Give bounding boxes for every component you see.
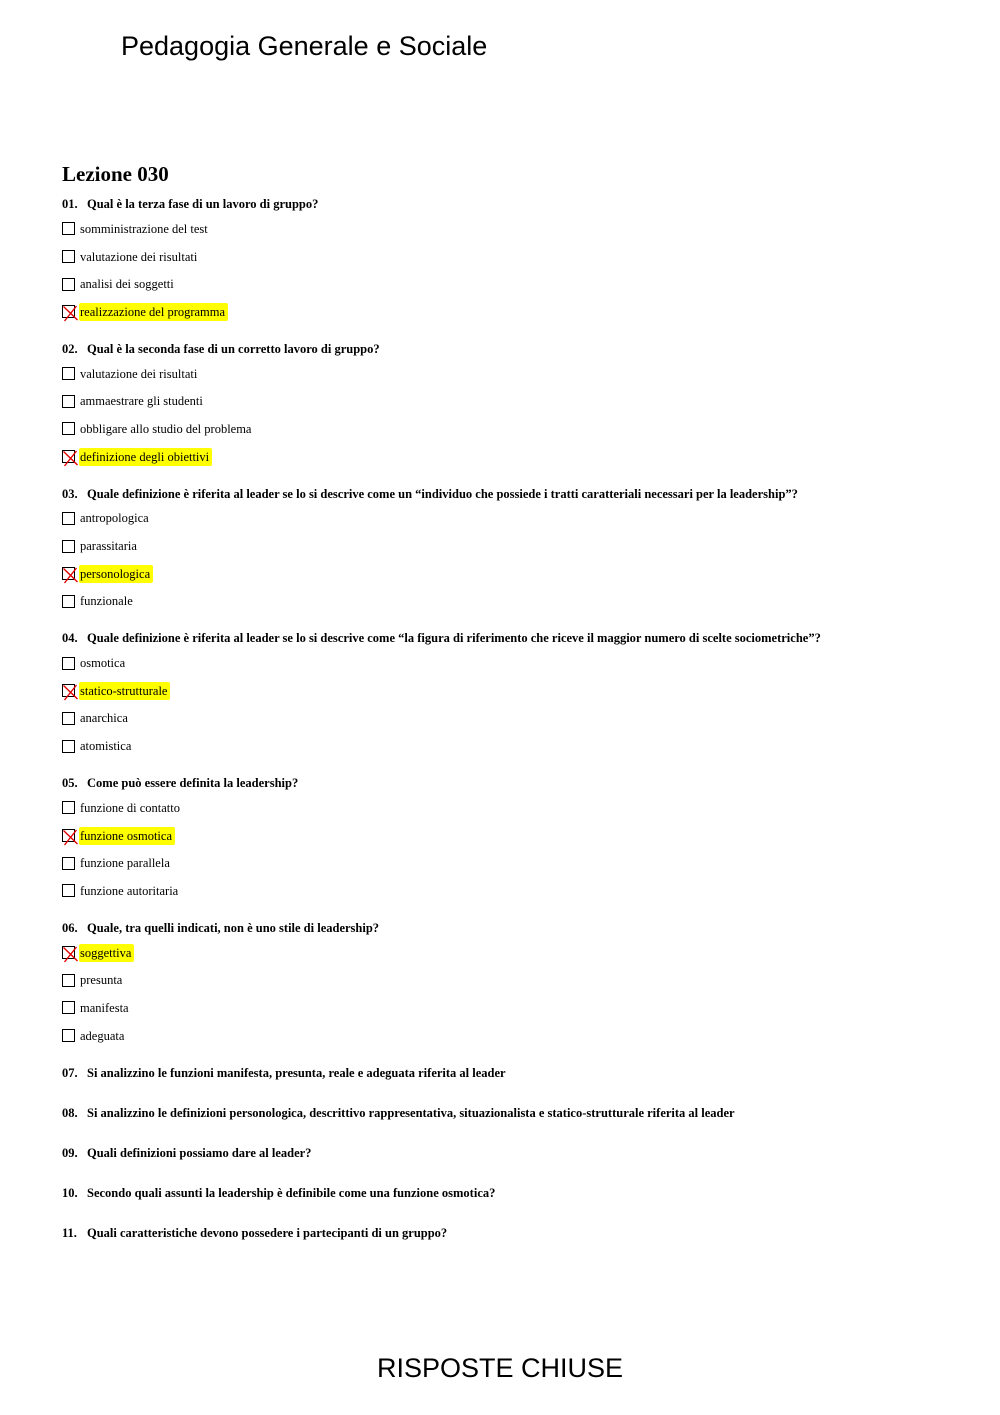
checkbox-icon[interactable] xyxy=(62,740,75,753)
option-label: soggettiva xyxy=(79,944,134,962)
question-text xyxy=(62,628,962,649)
option-label: presunta xyxy=(80,973,123,988)
question-body: Quali definizioni possiamo dare al leader? xyxy=(87,1145,312,1160)
option-label: antropologica xyxy=(80,511,149,526)
answer-option[interactable] xyxy=(62,560,962,588)
option-label: osmotica xyxy=(80,656,126,671)
answer-option[interactable] xyxy=(62,939,962,967)
question-number: 07. xyxy=(62,1065,78,1080)
question-number: 11. xyxy=(62,1225,77,1240)
option-label: realizzazione del programma xyxy=(79,303,228,321)
answer-option[interactable] xyxy=(62,822,962,850)
checkbox-icon[interactable] xyxy=(62,712,75,725)
question-list xyxy=(62,194,962,1263)
answer-option[interactable] xyxy=(62,994,962,1022)
question-body: Quale, tra quelli indicati, non è uno stile di leadership? xyxy=(87,920,380,935)
option-label: funzione autoritaria xyxy=(80,883,179,898)
answer-option[interactable] xyxy=(62,505,962,533)
answer-option[interactable] xyxy=(62,298,962,326)
answer-option[interactable] xyxy=(62,705,962,733)
question-block xyxy=(62,194,962,326)
option-list xyxy=(62,939,962,1050)
multiple-choice-questions xyxy=(62,194,962,1050)
checkbox-icon[interactable] xyxy=(62,395,75,408)
option-label: ammaestrare gli studenti xyxy=(80,394,203,409)
answer-option[interactable] xyxy=(62,443,962,471)
question-number: 01. xyxy=(62,197,78,211)
answer-option[interactable] xyxy=(62,588,962,616)
checked-box-icon[interactable] xyxy=(62,450,75,463)
question-block xyxy=(62,484,962,616)
checkbox-icon[interactable] xyxy=(62,422,75,435)
question-number: 05. xyxy=(62,776,78,790)
answer-option[interactable] xyxy=(62,270,962,298)
question-number: 06. xyxy=(62,920,78,935)
option-label: funzionale xyxy=(80,594,133,609)
open-questions xyxy=(62,1063,962,1244)
checkbox-icon[interactable] xyxy=(62,657,75,670)
question-number: 02. xyxy=(62,341,78,356)
question-text xyxy=(62,918,962,939)
page-title: Pedagogia Generale e Sociale xyxy=(121,31,488,61)
checked-box-icon[interactable] xyxy=(62,684,75,697)
question-body: Si analizzino le definizioni personologica, descrittivo rappresentativa, situazionalista e statico-strutturale riferita al leader xyxy=(87,1105,735,1120)
checkbox-icon[interactable] xyxy=(62,857,75,870)
option-list xyxy=(62,505,962,616)
option-list xyxy=(62,215,962,326)
question-text xyxy=(62,194,962,215)
question-body: Qual è la terza fase di un lavoro di gruppo? xyxy=(87,197,319,211)
answer-option[interactable] xyxy=(62,215,962,243)
option-list xyxy=(62,794,962,905)
footer-title: RISPOSTE CHIUSE xyxy=(376,1353,624,1383)
answer-option[interactable] xyxy=(62,849,962,877)
question-number: 03. xyxy=(62,486,78,501)
question-text xyxy=(62,1063,962,1084)
answer-option[interactable] xyxy=(62,1022,962,1050)
question-block xyxy=(62,339,962,471)
option-list xyxy=(62,649,962,760)
question-text xyxy=(62,1183,962,1204)
question-number: 10. xyxy=(62,1185,78,1200)
checkbox-icon[interactable] xyxy=(62,801,75,814)
option-label: valutazione dei risultati xyxy=(80,249,198,264)
question-number: 09. xyxy=(62,1145,78,1160)
question-body: Quali caratteristiche devono possedere i partecipanti di un gruppo? xyxy=(87,1225,448,1240)
question-number: 04. xyxy=(62,631,78,646)
checkbox-icon[interactable] xyxy=(62,540,75,553)
question-text xyxy=(62,773,962,794)
checkbox-icon[interactable] xyxy=(62,278,75,291)
checkbox-icon[interactable] xyxy=(62,367,75,380)
question-block xyxy=(62,628,962,760)
checkbox-icon[interactable] xyxy=(62,884,75,897)
question-body: Secondo quali assunti la leadership è definibile come una funzione osmotica? xyxy=(87,1185,496,1200)
checkbox-icon[interactable] xyxy=(62,512,75,525)
open-question-block xyxy=(62,1183,962,1204)
option-label: obbligare allo studio del problema xyxy=(80,421,252,436)
answer-option[interactable] xyxy=(62,732,962,760)
answer-option[interactable] xyxy=(62,387,962,415)
checked-box-icon[interactable] xyxy=(62,305,75,318)
checkbox-icon[interactable] xyxy=(62,1029,75,1042)
answer-option[interactable] xyxy=(62,532,962,560)
option-label: statico-strutturale xyxy=(79,682,170,700)
option-label: funzione di contatto xyxy=(80,800,180,815)
option-label: personologica xyxy=(79,565,153,583)
checked-box-icon[interactable] xyxy=(62,946,75,959)
answer-option[interactable] xyxy=(62,649,962,677)
answer-option[interactable] xyxy=(62,415,962,443)
checkbox-icon[interactable] xyxy=(62,974,75,987)
option-label: parassitaria xyxy=(80,539,137,554)
checkbox-icon[interactable] xyxy=(62,1001,75,1014)
question-text xyxy=(62,1103,962,1124)
checked-box-icon[interactable] xyxy=(62,567,75,580)
question-block xyxy=(62,773,962,905)
question-number: 08. xyxy=(62,1105,78,1120)
option-label: anarchica xyxy=(80,711,128,726)
question-body: Quale definizione è riferita al leader se lo si descrive come “la figura di riferimento che riceve il maggior numero di scelte sociometriche”? xyxy=(87,631,821,646)
open-question-block xyxy=(62,1143,962,1164)
option-label: adeguata xyxy=(80,1028,125,1043)
question-text xyxy=(62,484,962,505)
option-label: valutazione dei risultati xyxy=(80,366,198,381)
open-question-block xyxy=(62,1223,962,1244)
checkbox-icon[interactable] xyxy=(62,250,75,263)
question-body: Come può essere definita la leadership? xyxy=(87,776,299,790)
question-block xyxy=(62,918,962,1050)
option-label: manifesta xyxy=(80,1000,129,1015)
lesson-title: Lezione 030 xyxy=(62,162,169,186)
option-label: definizione degli obiettivi xyxy=(79,448,212,466)
checkbox-icon[interactable] xyxy=(62,222,75,235)
answer-option[interactable] xyxy=(62,360,962,388)
question-text xyxy=(62,1143,962,1164)
answer-option[interactable] xyxy=(62,966,962,994)
open-question-block xyxy=(62,1103,962,1124)
question-body: Qual è la seconda fase di un corretto lavoro di gruppo? xyxy=(87,341,380,356)
checkbox-icon[interactable] xyxy=(62,595,75,608)
answer-option[interactable] xyxy=(62,877,962,905)
question-text xyxy=(62,339,962,360)
option-label: funzione parallela xyxy=(80,856,170,871)
question-body: Quale definizione è riferita al leader se lo si descrive come un “individuo che possiede i tratti caratteriali necessari per la leadership”? xyxy=(87,486,798,501)
answer-option[interactable] xyxy=(62,243,962,271)
answer-option[interactable] xyxy=(62,794,962,822)
checked-box-icon[interactable] xyxy=(62,829,75,842)
option-label: somministrazione del test xyxy=(80,221,208,236)
option-list xyxy=(62,360,962,471)
question-body: Si analizzino le funzioni manifesta, presunta, reale e adeguata riferita al leader xyxy=(87,1065,506,1080)
option-label: funzione osmotica xyxy=(79,827,175,845)
option-label: atomistica xyxy=(80,739,132,754)
question-text xyxy=(62,1223,962,1244)
option-label: analisi dei soggetti xyxy=(80,277,174,292)
answer-option[interactable] xyxy=(62,677,962,705)
open-question-block xyxy=(62,1063,962,1084)
